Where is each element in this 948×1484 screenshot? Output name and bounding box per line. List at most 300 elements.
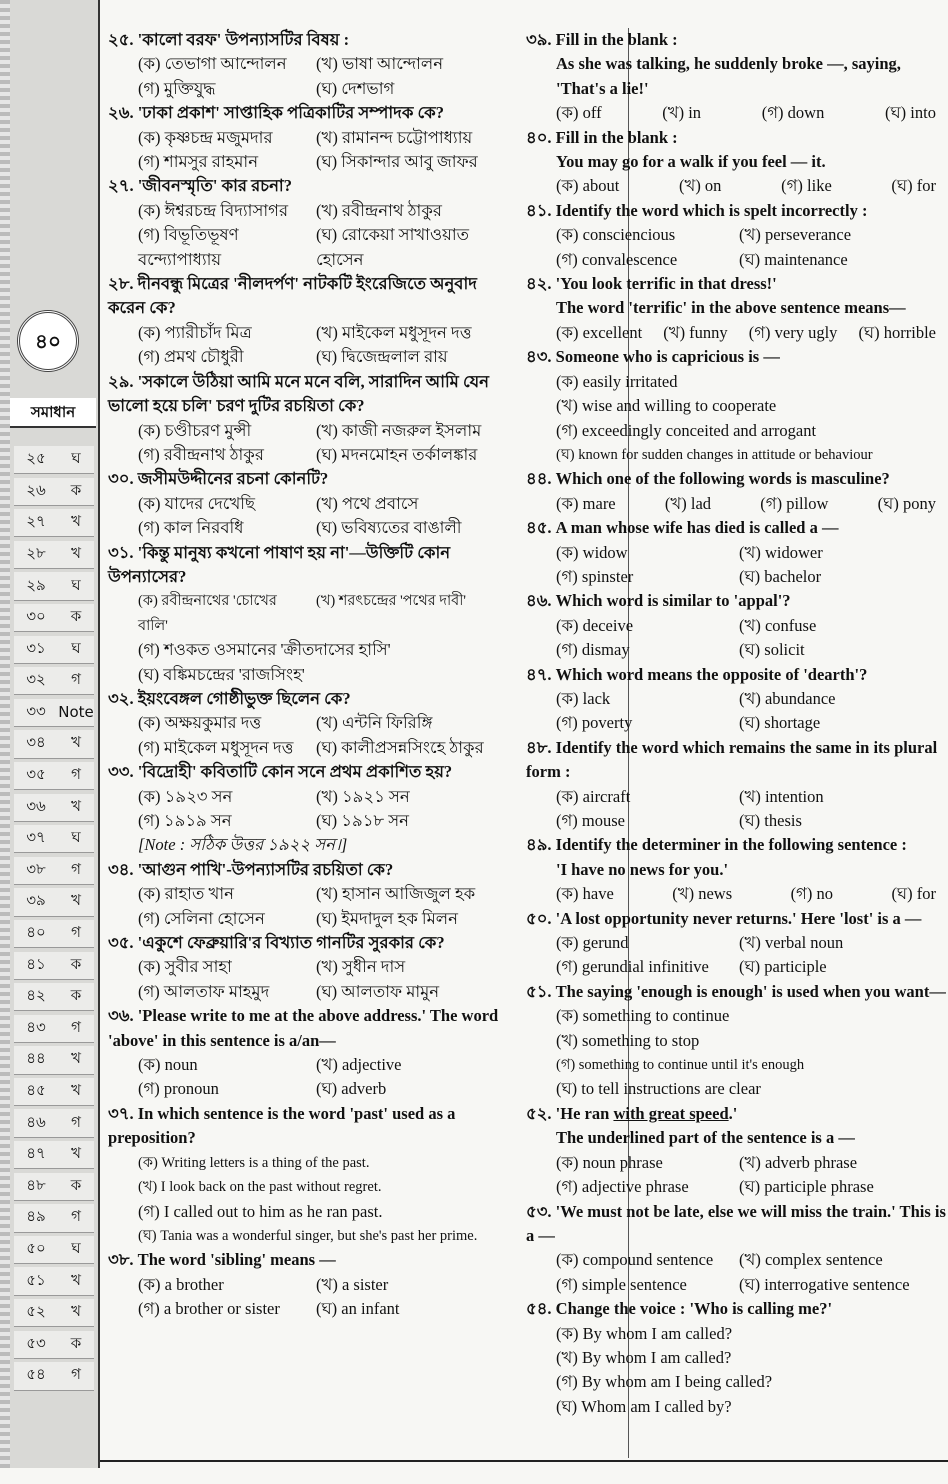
question-31	[108, 541, 518, 687]
option: (গ) By whom am I being called?	[556, 1372, 773, 1392]
answer-value: খ	[71, 1049, 81, 1068]
option: (ক) aircraft	[556, 786, 631, 806]
question-text: The word 'terrific' in the above sentence means—	[556, 298, 906, 318]
option: (ঘ) an infant	[316, 1299, 400, 1319]
answer-row	[14, 699, 94, 727]
option: (ক) gerund	[556, 933, 629, 953]
answer-row	[14, 1331, 94, 1359]
question-stem: ৩০. জসীমউদ্দীনের রচনা কোনটি?	[108, 469, 329, 489]
answer-row	[14, 1015, 94, 1043]
option: (ঘ) maintenance	[739, 249, 848, 269]
answer-number: ২৬	[26, 480, 46, 499]
answer-number: ৪৯	[26, 1207, 46, 1226]
question-40	[526, 126, 946, 199]
option: (গ) বিভূতিভূষণ বন্দ্যোপাধ্যায়	[138, 225, 239, 269]
option: (খ) abundance	[739, 688, 836, 708]
answer-number: ৩২	[26, 670, 46, 689]
answer-number: ৫১	[26, 1270, 46, 1289]
option: (ক) চণ্ডীচরণ মুন্সী	[138, 420, 252, 440]
answer-number: ৪৩	[26, 1017, 46, 1036]
options-grid	[108, 199, 518, 272]
option: (গ) like	[781, 176, 832, 196]
option: (খ) শরৎচন্দ্রের 'পথের দাবী'	[316, 593, 467, 610]
option: (খ) কাজী নজরুল ইসলাম	[316, 420, 482, 440]
option: (ক) ঈশ্বরচন্দ্র বিদ্যাসাগর	[138, 200, 289, 220]
option: (ক) compound sentence	[556, 1250, 714, 1270]
option: (গ) প্রমথ চৌধুরী	[138, 347, 244, 367]
option: (ঘ) bachelor	[739, 566, 822, 586]
answer-value: ক	[70, 954, 82, 973]
option: (ক) যাদের দেখেছি	[138, 493, 255, 513]
option: (গ) down	[761, 103, 825, 123]
option: (গ) poverty	[556, 713, 633, 733]
question-text: You may go for a walk if you feel — it.	[556, 152, 826, 172]
answer-value: খ	[71, 543, 81, 562]
options-grid	[526, 541, 946, 590]
option: (ঘ) for	[891, 176, 936, 196]
answer-number: ৪৫	[26, 1081, 46, 1100]
answer-value: ঘ	[71, 1238, 81, 1257]
option: (ঘ) রোকেয়া সাখাওয়াত হোসেন	[316, 225, 469, 269]
answer-row	[14, 1362, 94, 1390]
option: (গ) শামসুর রাহমান	[138, 152, 259, 172]
options-grid	[108, 882, 518, 931]
option: (খ) perseverance	[739, 225, 852, 245]
option: (ঘ) participle phrase	[739, 1177, 874, 1197]
answer-value: খ	[71, 796, 81, 815]
bottom-rule	[100, 1460, 948, 1462]
question-39	[526, 28, 946, 126]
answer-value: খ	[71, 1270, 81, 1289]
answer-row	[14, 1299, 94, 1327]
option: (গ) I called out to him as he ran past.	[138, 1201, 383, 1221]
answer-value: ক	[70, 480, 82, 499]
options-row	[526, 882, 946, 906]
answer-number: ৪২	[26, 986, 46, 1005]
answer-row	[14, 1141, 94, 1169]
answer-list	[14, 446, 94, 1394]
option: (খ) something to stop	[556, 1030, 700, 1050]
options-grid	[108, 1053, 518, 1102]
option: (ঘ) participle	[739, 957, 827, 977]
question-34	[108, 858, 518, 931]
option: (ক) something to continue	[556, 1006, 730, 1026]
answer-note: [Note : সঠিক উত্তর ১৯২২ সন।]	[138, 835, 348, 855]
option: (খ) news	[672, 884, 733, 904]
answer-value: ঘ	[71, 449, 81, 468]
option: (গ) ১৯১৯ সন	[138, 811, 232, 830]
option: (খ) wise and willing to cooperate	[556, 396, 777, 416]
option: (ক) সুবীর সাহা	[138, 957, 232, 977]
question-50	[526, 907, 946, 980]
option: (ক) রবীন্দ্রনাথের 'চোখের বালি'	[138, 593, 277, 634]
option: (ঘ) solicit	[739, 640, 805, 660]
option: (গ) exceedingly conceited and arrogant	[556, 420, 817, 440]
answer-row	[14, 1204, 94, 1232]
question-stem: ৩৯. Fill in the blank :	[526, 30, 678, 49]
answer-value: ক	[70, 1175, 82, 1194]
question-stem: ৪৪. Which one of the following words is masculine?	[526, 469, 890, 489]
option: (গ) convalescence	[556, 249, 678, 269]
option: (গ) dismay	[556, 640, 630, 660]
options-grid	[108, 589, 518, 638]
option: (ঘ) বঙ্কিমচন্দ্রের 'রাজসিংহ'	[138, 664, 305, 684]
option: (খ) এন্টনি ফিরিঙ্গি	[316, 713, 433, 733]
option: (ঘ) to tell instructions are clear	[556, 1079, 761, 1099]
question-44	[526, 467, 946, 516]
option: (ঘ) Tania was a wonderful singer, but she's past her prime.	[138, 1227, 478, 1244]
question-41	[526, 199, 946, 272]
answer-number: ২৯	[26, 575, 46, 594]
sidebar-stripe	[0, 0, 10, 1468]
option: (ক) deceive	[556, 615, 634, 635]
option: (গ) no	[790, 884, 833, 904]
option: (ঘ) thesis	[739, 811, 802, 830]
options-grid	[108, 955, 518, 1004]
question-49	[526, 833, 946, 906]
answer-row	[14, 572, 94, 600]
option: (ঘ) pony	[877, 493, 936, 513]
question-stem: ৩৫. 'একুশে ফেব্রুয়ারি'র বিখ্যাত গানটির সুরকার কে?	[108, 933, 445, 953]
answer-row	[14, 604, 94, 632]
answer-row	[14, 730, 94, 758]
option: (খ) verbal noun	[739, 933, 844, 953]
answer-value: খ	[71, 891, 81, 910]
option: (গ) মাইকেল মধুসূদন দত্ত	[138, 737, 294, 757]
question-52	[526, 1102, 946, 1200]
question-stem: ৪০. Fill in the blank :	[526, 127, 678, 147]
option: (গ) a brother or sister	[138, 1299, 280, 1319]
answer-value: খ	[71, 512, 81, 531]
question-text: The underlined part of the sentence is a —	[556, 1128, 855, 1148]
answer-row	[14, 794, 94, 822]
answer-value: ক	[70, 1333, 82, 1352]
answer-number: ৩৩	[26, 701, 46, 720]
option: (ক) noun	[138, 1055, 198, 1075]
answer-number: ৪১	[26, 954, 46, 973]
option: (ক) অক্ষয়কুমার দত্ত	[138, 713, 262, 733]
question-28	[108, 272, 518, 370]
options-grid	[108, 419, 518, 468]
option: (ক) noun phrase	[556, 1152, 663, 1172]
option: (ঘ) ইমদাদুল হক মিলন	[316, 908, 458, 928]
answer-number: ৩৬	[26, 796, 46, 815]
question-stem: ৪৯. Identify the determiner in the following sentence :	[526, 835, 907, 855]
answer-number: ৪৭	[26, 1144, 46, 1163]
answer-value: খ	[71, 1144, 81, 1163]
option: (খ) হাসান আজিজুল হক	[316, 884, 476, 904]
question-stem: ২৬. 'ঢাকা প্রকাশ' সাপ্তাহিক পত্রিকাটির সম্পাদক কে?	[108, 103, 444, 123]
answer-number: ৪০	[26, 923, 46, 942]
question-stem: ৫৪. Change the voice : 'Who is calling me?'	[526, 1299, 833, 1319]
option: (ক) have	[556, 884, 614, 904]
answer-number: ২৭	[26, 512, 46, 531]
options-row	[526, 174, 946, 198]
answer-row	[14, 509, 94, 537]
stem-underlined: with great speed	[613, 1103, 729, 1123]
question-35	[108, 931, 518, 1004]
option: (খ) widower	[739, 542, 823, 562]
answer-value: খ	[71, 1302, 81, 1321]
answer-number: ৩৫	[26, 765, 46, 784]
options-row	[526, 101, 946, 125]
question-stem: ৩৮. The word 'sibling' means —	[108, 1250, 336, 1270]
option: (গ) very ugly	[748, 322, 838, 342]
answer-number: ৫৩	[26, 1333, 46, 1352]
option: (ঘ) দ্বিজেন্দ্রলাল রায়	[316, 347, 448, 367]
answer-value: গ	[71, 1207, 81, 1226]
answer-number: ৪৮	[26, 1175, 46, 1194]
answer-row	[14, 1173, 94, 1201]
option: (খ) ১৯২১ সন	[316, 786, 410, 806]
option: (গ) spinster	[556, 566, 634, 586]
question-stem: ৪৫. A man whose wife has died is called a —	[526, 518, 839, 538]
answer-row	[14, 667, 94, 695]
option: (খ) a sister	[316, 1274, 389, 1294]
question-text: 'I have no news for you.'	[556, 859, 729, 879]
option: (ঘ) interrogative sentence	[739, 1274, 910, 1294]
question-stem: ৪৬. Which word is similar to 'appal'?	[526, 591, 791, 611]
options-grid	[526, 1151, 946, 1200]
question-stem: ২৭. 'জীবনস্মৃতি' কার রচনা?	[108, 176, 292, 196]
question-46	[526, 589, 946, 662]
answer-value: গ	[71, 859, 81, 878]
answer-value: Note	[58, 703, 94, 722]
option: (খ) By whom I am called?	[556, 1347, 732, 1367]
option: (গ) সেলিনা হোসেন	[138, 908, 265, 928]
answer-row	[14, 1046, 94, 1074]
option: (খ) adjective	[316, 1055, 402, 1075]
answer-sidebar	[0, 0, 100, 1468]
option: (ক) easily irritated	[556, 371, 678, 391]
option: (গ) pillow	[760, 493, 829, 513]
option: (খ) I look back on the past without regret.	[138, 1179, 382, 1196]
question-stem: ৪৩. Someone who is capricious is —	[526, 347, 780, 367]
option: (ঘ) আলতাফ মামুন	[316, 981, 440, 1001]
option: (ক) lack	[556, 688, 611, 708]
question-38	[108, 1248, 518, 1321]
question-25	[108, 28, 518, 101]
answer-row	[14, 478, 94, 506]
option: (ঘ) ১৯১৮ সন	[316, 811, 410, 830]
option: (ঘ) known for sudden changes in attitude or behaviour	[556, 446, 873, 463]
question-stem: ৩৪. 'আগুন পাখি'-উপন্যাসটির রচয়িতা কে?	[108, 859, 394, 879]
right-column	[526, 28, 946, 1419]
answer-row	[14, 446, 94, 474]
option: (ঘ) for	[891, 884, 936, 904]
answer-row	[14, 1109, 94, 1137]
option: (খ) complex sentence	[739, 1250, 883, 1270]
option: (খ) পথে প্রবাসে	[316, 493, 419, 513]
option: (খ) adverb phrase	[739, 1152, 858, 1172]
answer-number: ৪৪	[26, 1049, 46, 1068]
question-stem: ৩২. ইয়ংবেঙ্গল গোষ্ঠীভুক্ত ছিলেন কে?	[108, 688, 351, 708]
answer-value: খ	[71, 1081, 81, 1100]
options-grid	[526, 931, 946, 980]
options-grid	[108, 711, 518, 760]
question-stem: ৩১. 'কিন্তু মানুষ্য কখনো পাষাণ হয় না'—উক্তিটি কোন উপন্যাসের?	[108, 542, 451, 586]
option: (গ) pronoun	[138, 1079, 219, 1099]
question-stem: ৪৮. Identify the word which remains the same in its plural form :	[526, 737, 938, 782]
answer-number: ৫০	[26, 1238, 46, 1257]
question-stem: ৫১. The saying 'enough is enough' is used when you want—	[526, 981, 946, 1001]
option: (ঘ) horrible	[858, 322, 936, 342]
answer-value: গ	[71, 1112, 81, 1131]
answer-value: গ	[71, 670, 81, 689]
answer-row	[14, 1236, 94, 1264]
option: (গ) কাল নিরবধি	[138, 518, 244, 538]
question-36	[108, 1004, 518, 1102]
option: (ঘ) সিকান্দার আবু জাফর	[316, 152, 478, 172]
question-32	[108, 687, 518, 760]
answer-value: গ	[71, 1365, 81, 1384]
answer-row	[14, 983, 94, 1011]
question-stem: ৫৩. 'We must not be late, else we will miss the train.' This is a —	[526, 1201, 946, 1245]
question-stem: ৩৭. In which sentence is the word 'past' used as a preposition?	[108, 1103, 456, 1148]
option: (ক) widow	[556, 542, 628, 562]
options-grid	[108, 321, 518, 370]
option: (ক) By whom I am called?	[556, 1323, 733, 1343]
answer-number: ৩০	[26, 607, 46, 626]
option: (ক) তেভাগা আন্দোলন	[138, 54, 287, 74]
answer-number: ৩৯	[26, 891, 46, 910]
question-26	[108, 101, 518, 174]
option: (খ) funny	[663, 322, 728, 342]
options-grid	[108, 1273, 518, 1322]
question-stem: ৩৩. 'বিদ্রোহী' কবিতাটি কোন সনে প্রথম প্রকাশিত হয়?	[108, 762, 453, 782]
options-grid	[526, 1248, 946, 1297]
option: (ক) প্যারীচাঁদ মিত্র	[138, 322, 252, 342]
option: (খ) রবীন্দ্রনাথ ঠাকুর	[316, 200, 442, 220]
options-grid	[526, 614, 946, 663]
question-33	[108, 760, 518, 858]
question-45	[526, 516, 946, 589]
answer-row	[14, 825, 94, 853]
answer-row	[14, 636, 94, 664]
answer-number: ৫২	[26, 1302, 46, 1321]
options-row	[526, 321, 946, 345]
question-stem: ৪১. Identify the word which is spelt incorrectly :	[526, 200, 868, 220]
option: (ক) off	[556, 103, 602, 123]
question-48	[526, 736, 946, 834]
question-stem: ৩৬. 'Please write to me at the above address.' The word 'above' in this sentence is a/an—	[108, 1006, 499, 1050]
options-grid	[108, 492, 518, 541]
question-51	[526, 980, 946, 1102]
answer-number: ২৫	[26, 449, 46, 468]
question-stem: ৫০. 'A lost opportunity never returns.' Here 'lost' is a —	[526, 908, 922, 928]
question-stem: ৪২. 'You look terrific in that dress!'	[526, 274, 777, 294]
question-37	[108, 1102, 518, 1248]
answer-value: ঘ	[71, 828, 81, 847]
option: (ঘ) কালীপ্রসন্নসিংহে ঠাকুর	[316, 737, 484, 757]
options-row	[526, 492, 946, 516]
option: (ক) ১৯২৩ সন	[138, 786, 233, 806]
solution-heading: সমাধান	[10, 398, 96, 428]
option: (ক) consciencious	[556, 225, 676, 245]
question-43	[526, 345, 946, 467]
answer-row	[14, 857, 94, 885]
option: (ক) Writing letters is a thing of the past.	[138, 1154, 370, 1171]
answer-value: ঘ	[71, 575, 81, 594]
answer-number: ৩৮	[26, 859, 46, 878]
option: (খ) in	[662, 103, 702, 123]
answer-row	[14, 762, 94, 790]
stem-text: ৫২. 'He ran	[526, 1103, 614, 1123]
options-grid	[108, 126, 518, 175]
question-54	[526, 1297, 946, 1419]
option: (ঘ) মদনমোহন তর্কালঙ্কার	[316, 444, 478, 464]
option: (ক) about	[556, 176, 620, 196]
option: (ঘ) adverb	[316, 1079, 387, 1099]
option: (খ) on	[678, 176, 722, 196]
option: (ক) রাহাত খান	[138, 884, 234, 904]
question-stem: ২৯. 'সকালে উঠিয়া আমি মনে মনে বলি, সারাদিন আমি যেন ভালো হয়ে চলি' চরণ দুটির রচয়িতা কে?	[108, 371, 490, 416]
option: (গ) রবীন্দ্রনাথ ঠাকুর	[138, 444, 264, 464]
answer-value: ক	[70, 986, 82, 1005]
answer-row	[14, 1267, 94, 1295]
answer-number: ৫৪	[26, 1365, 46, 1384]
answer-value: ক	[70, 607, 82, 626]
option: (খ) মাইকেল মধুসূদন দত্ত	[316, 322, 472, 342]
question-stem: ২৫. 'কালো বরফ' উপন্যাসটির বিষয় :	[108, 30, 350, 49]
options-grid	[108, 52, 518, 101]
option: (গ) something to continue until it's enough	[556, 1057, 805, 1074]
answer-value: গ	[71, 923, 81, 942]
answer-number: ৩৪	[26, 733, 46, 752]
question-stem: ২৮. দীনবন্ধু মিত্রের 'নীলদর্পণ' নাটকটি ইংরেজিতে অনুবাদ করেন কে?	[108, 274, 477, 318]
answer-row	[14, 1078, 94, 1106]
stem-text-end: .'	[728, 1103, 738, 1123]
option: (ঘ) Whom am I called by?	[556, 1396, 732, 1416]
question-27	[108, 174, 518, 272]
option: (খ) intention	[739, 786, 824, 806]
option: (গ) মুক্তিযুদ্ধ	[138, 78, 216, 98]
option: (খ) ভাষা আন্দোলন	[316, 54, 444, 74]
option: (ক) excellent	[556, 322, 643, 342]
option: (ঘ) দেশভাগ	[316, 78, 395, 98]
option: (গ) শওকত ওসমানের 'ক্রীতদাসের হাসি'	[138, 640, 391, 660]
option: (খ) রামানন্দ চট্টোপাধ্যায়	[316, 127, 473, 147]
answer-number: ৩১	[26, 638, 46, 657]
question-53	[526, 1200, 946, 1298]
question-47	[526, 663, 946, 736]
option: (খ) সুধীন দাস	[316, 957, 406, 977]
option: (ঘ) ভবিষ্যতের বাঙালী	[316, 518, 462, 538]
option: (ক) কৃষ্ণচন্দ্র মজুমদার	[138, 127, 273, 147]
option: (ঘ) shortage	[739, 713, 821, 733]
left-column	[108, 28, 518, 1322]
option: (ঘ) into	[884, 103, 936, 123]
options-grid	[526, 687, 946, 736]
option: (ক) a brother	[138, 1274, 224, 1294]
option: (খ) confuse	[739, 615, 817, 635]
option: (গ) gerundial infinitive	[556, 957, 709, 977]
answer-number: ৩৭	[26, 828, 46, 847]
question-stem	[526, 1102, 946, 1126]
question-text: As she was talking, he suddenly broke —, saying, 'That's a lie!'	[556, 54, 901, 98]
options-grid	[526, 223, 946, 272]
options-grid	[108, 785, 518, 834]
answer-value: গ	[71, 1017, 81, 1036]
option: (গ) আলতাফ মাহমুদ	[138, 981, 270, 1001]
answer-number: ৪৬	[26, 1112, 46, 1131]
edition-badge: ৪০	[17, 310, 79, 372]
answer-row	[14, 952, 94, 980]
question-29	[108, 370, 518, 468]
answer-row	[14, 541, 94, 569]
answer-value: গ	[71, 765, 81, 784]
option: (গ) simple sentence	[556, 1274, 687, 1294]
